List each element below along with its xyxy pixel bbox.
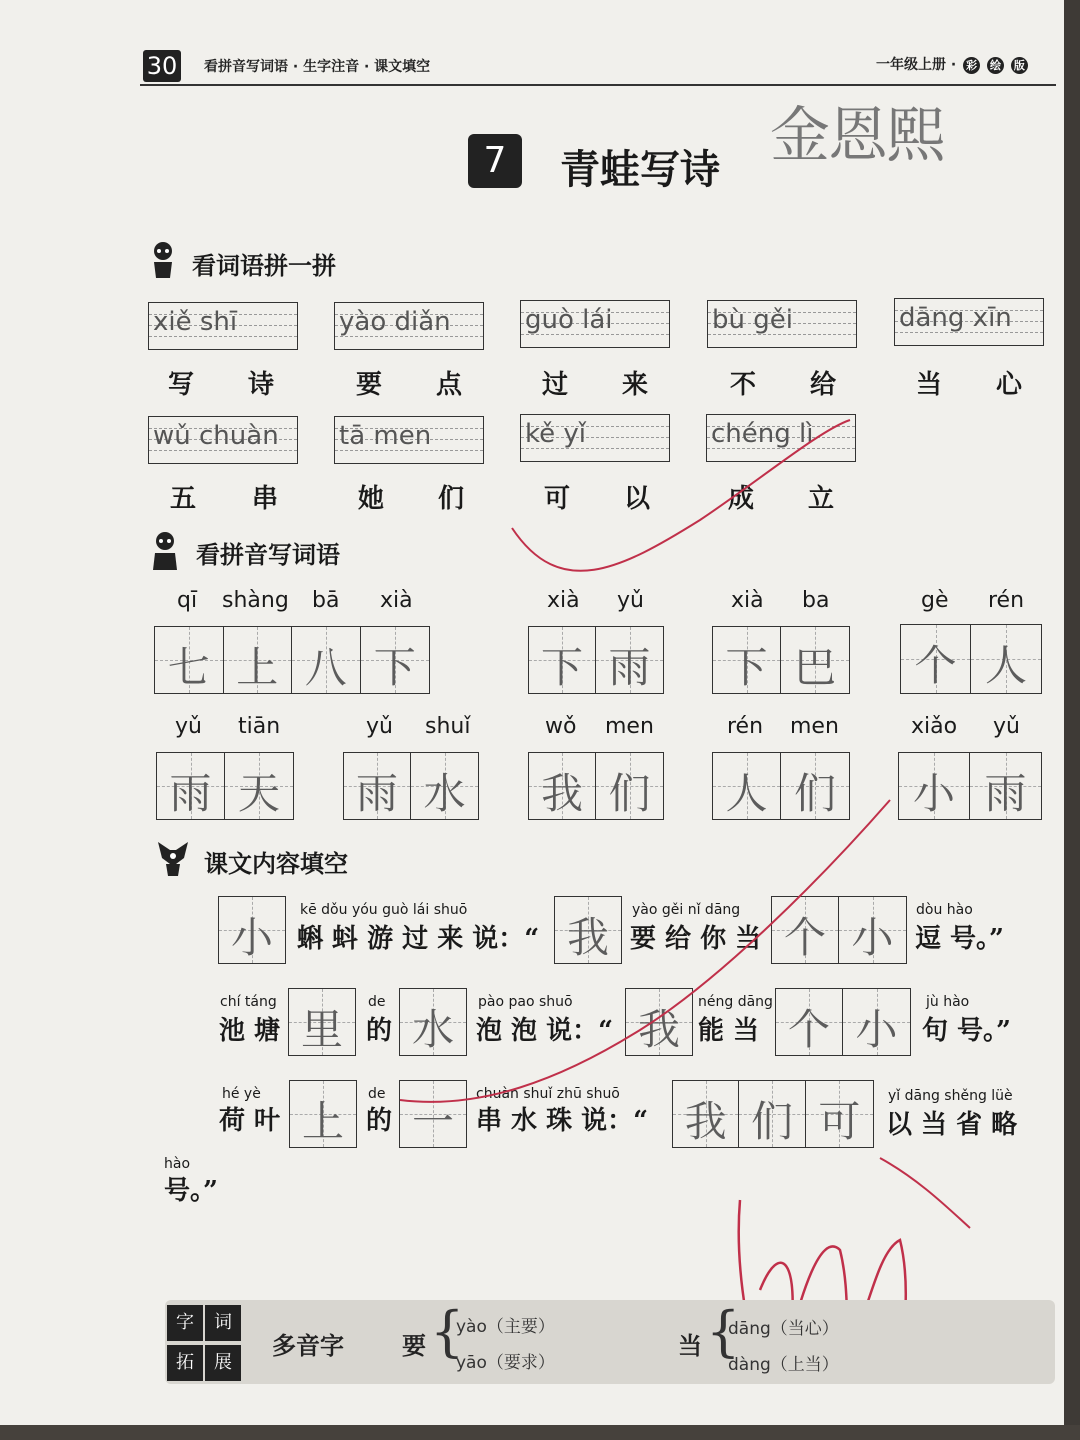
- pinyin-label: rén: [988, 588, 1025, 613]
- blank-box[interactable]: 里: [288, 988, 356, 1056]
- edition-badge: 绘: [987, 57, 1004, 74]
- pinyin-label: kē dǒu yóu guò lái shuō: [300, 902, 468, 918]
- section-title-fill-blanks: 课文内容填空: [204, 850, 348, 878]
- pinyin-label: gè: [921, 588, 949, 613]
- pinyin-label: shuǐ: [425, 714, 471, 739]
- pinyin-label: jù hào: [926, 994, 970, 1010]
- pinyin-answer-box[interactable]: tā men: [334, 416, 484, 464]
- pinyin-answer-box[interactable]: kě yǐ: [520, 414, 670, 462]
- pinyin-label: wǒ: [545, 714, 577, 739]
- pinyin-answer-box[interactable]: bù gěi: [707, 300, 857, 348]
- tianzige-grid[interactable]: 雨 天: [156, 752, 294, 820]
- pinyin-label: chí táng: [220, 994, 277, 1010]
- page-edge-shadow: [1064, 0, 1080, 1440]
- word-char: 当: [916, 370, 943, 400]
- pinyin-label: yǔ: [993, 714, 1020, 739]
- edition-badge: 彩: [963, 57, 980, 74]
- pinyin-label: hé yè: [222, 1086, 261, 1102]
- lesson-number: 7: [468, 134, 522, 188]
- word-char: 过: [542, 370, 569, 400]
- pinyin-label: bā: [312, 588, 340, 613]
- word-char: 以: [624, 484, 651, 514]
- pinyin-label: shàng: [222, 588, 289, 613]
- pinyin-label: hào: [164, 1156, 191, 1172]
- pinyin-label: chuàn shuǐ zhū shuō: [476, 1086, 620, 1102]
- header-topics: 看拼音写词语 · 生字注音 · 课文填空: [204, 59, 431, 75]
- word-char: 可: [544, 484, 571, 514]
- sentence-text: 能 当: [698, 1016, 760, 1046]
- word-char: 写: [168, 370, 195, 400]
- blank-box[interactable]: 个 小: [775, 988, 911, 1056]
- polyphonic-char: 要: [402, 1332, 426, 1360]
- pinyin-label: yǔ: [366, 714, 393, 739]
- word-char: 们: [438, 484, 465, 514]
- tianzige-grid[interactable]: 个 人: [900, 624, 1042, 694]
- tile: 字: [167, 1305, 203, 1341]
- section-title-pinyin: 看词语拼一拼: [192, 252, 336, 280]
- pinyin-label: men: [605, 714, 654, 739]
- word-char: 要: [356, 370, 383, 400]
- pinyin-label: néng dāng: [698, 994, 773, 1010]
- pinyin-label: de: [368, 994, 386, 1010]
- word-char: 立: [808, 484, 835, 514]
- word-char: 诗: [248, 370, 275, 400]
- sentence-text: 池 塘: [219, 1016, 281, 1046]
- sentence-text: 荷 叶: [219, 1106, 281, 1136]
- polyphonic-label: 多音字: [272, 1332, 344, 1360]
- tianzige-grid[interactable]: 雨 水: [343, 752, 479, 820]
- sentence-text: 以 当 省 略: [886, 1110, 1018, 1140]
- pinyin-answer-box[interactable]: yào diǎn: [334, 302, 484, 350]
- polyphonic-char: 当: [678, 1332, 702, 1360]
- pinyin-answer-box[interactable]: dāng xīn: [894, 298, 1044, 346]
- pinyin-label: yǔ: [617, 588, 644, 613]
- pinyin-label: ba: [802, 588, 830, 613]
- sentence-text: 逗 号。”: [915, 924, 1005, 954]
- tile: 词: [205, 1305, 241, 1341]
- pinyin-answer-box[interactable]: xiě shī: [148, 302, 298, 350]
- sentence-text: 泡 泡 说：“: [476, 1016, 614, 1046]
- reading: dāng（当心）: [728, 1319, 839, 1339]
- sentence-text: 蝌 蚪 游 过 来 说：“: [297, 924, 540, 954]
- pinyin-answer-box[interactable]: chéng lì: [706, 414, 856, 462]
- pinyin-label: xià: [380, 588, 413, 613]
- brace: {: [430, 1300, 465, 1363]
- pinyin-label: yào gěi nǐ dāng: [632, 902, 741, 918]
- sentence-text: 的: [366, 1016, 393, 1046]
- pinyin-label: yǔ: [175, 714, 202, 739]
- word-char: 给: [810, 370, 837, 400]
- word-char: 点: [436, 370, 463, 400]
- pinyin-label: pào pao shuō: [478, 994, 573, 1010]
- student-name-handwritten: 金恩熙: [770, 101, 944, 171]
- pinyin-label: dòu hào: [916, 902, 973, 918]
- pinyin-label: men: [790, 714, 839, 739]
- word-char: 不: [730, 370, 757, 400]
- pinyin-label: tiān: [238, 714, 281, 739]
- reading: dàng（上当）: [728, 1355, 839, 1375]
- word-char: 成: [728, 484, 755, 514]
- reading: yào（主要）: [456, 1317, 555, 1337]
- sentence-text: 的: [366, 1106, 393, 1136]
- pinyin-answer-box[interactable]: guò lái: [520, 300, 670, 348]
- blank-box[interactable]: 我 们 可: [672, 1080, 874, 1148]
- blank-box[interactable]: 水: [399, 988, 467, 1056]
- sentence-text: 句 号。”: [922, 1016, 1012, 1046]
- pinyin-label: xiǎo: [911, 714, 958, 739]
- blank-box[interactable]: 我: [625, 988, 693, 1056]
- blank-box[interactable]: 一: [399, 1080, 467, 1148]
- word-char: 心: [996, 370, 1023, 400]
- pinyin-label: qī: [177, 588, 198, 613]
- section-title-write-words: 看拼音写词语: [196, 541, 340, 569]
- pinyin-label: xià: [547, 588, 580, 613]
- tile: 展: [205, 1345, 241, 1381]
- tianzige-grid[interactable]: 下 雨: [528, 626, 664, 694]
- reading: yāo（要求）: [456, 1353, 555, 1373]
- page-number: 30: [143, 50, 181, 82]
- tianzige-grid[interactable]: 下 巴: [712, 626, 850, 694]
- page-bottom-edge: [0, 1425, 1080, 1440]
- word-char: 来: [622, 370, 649, 400]
- sentence-text: 串 水 珠 说：“: [476, 1106, 649, 1136]
- word-char: 她: [358, 484, 385, 514]
- blank-box[interactable]: 上: [289, 1080, 357, 1148]
- tianzige-grid[interactable]: 七 上 八 下: [154, 626, 430, 694]
- grade-text: 一年级上册 ·: [876, 57, 957, 73]
- tianzige-grid[interactable]: 小 雨: [898, 752, 1042, 820]
- word-char: 串: [252, 484, 279, 514]
- sentence-text: 号。”: [164, 1176, 218, 1206]
- pinyin-label: de: [368, 1086, 386, 1102]
- blank-box[interactable]: 个 小: [771, 896, 907, 964]
- pinyin-label: yǐ dāng shěng lüè: [888, 1088, 1013, 1104]
- brace: {: [706, 1300, 741, 1363]
- lesson-title: 青蛙写诗: [560, 146, 720, 193]
- word-char: 五: [170, 484, 197, 514]
- sentence-text: 要 给 你 当: [630, 924, 762, 954]
- blank-box[interactable]: 我: [554, 896, 622, 964]
- tianzige-grid[interactable]: 我 们: [528, 752, 664, 820]
- pinyin-label: xià: [731, 588, 764, 613]
- tile: 拓: [167, 1345, 203, 1381]
- blank-box[interactable]: 小: [218, 896, 286, 964]
- edition-badge: 版: [1011, 57, 1028, 74]
- pinyin-label: rén: [727, 714, 764, 739]
- tianzige-grid[interactable]: 人 们: [712, 752, 850, 820]
- pinyin-answer-box[interactable]: wǔ chuàn: [148, 416, 298, 464]
